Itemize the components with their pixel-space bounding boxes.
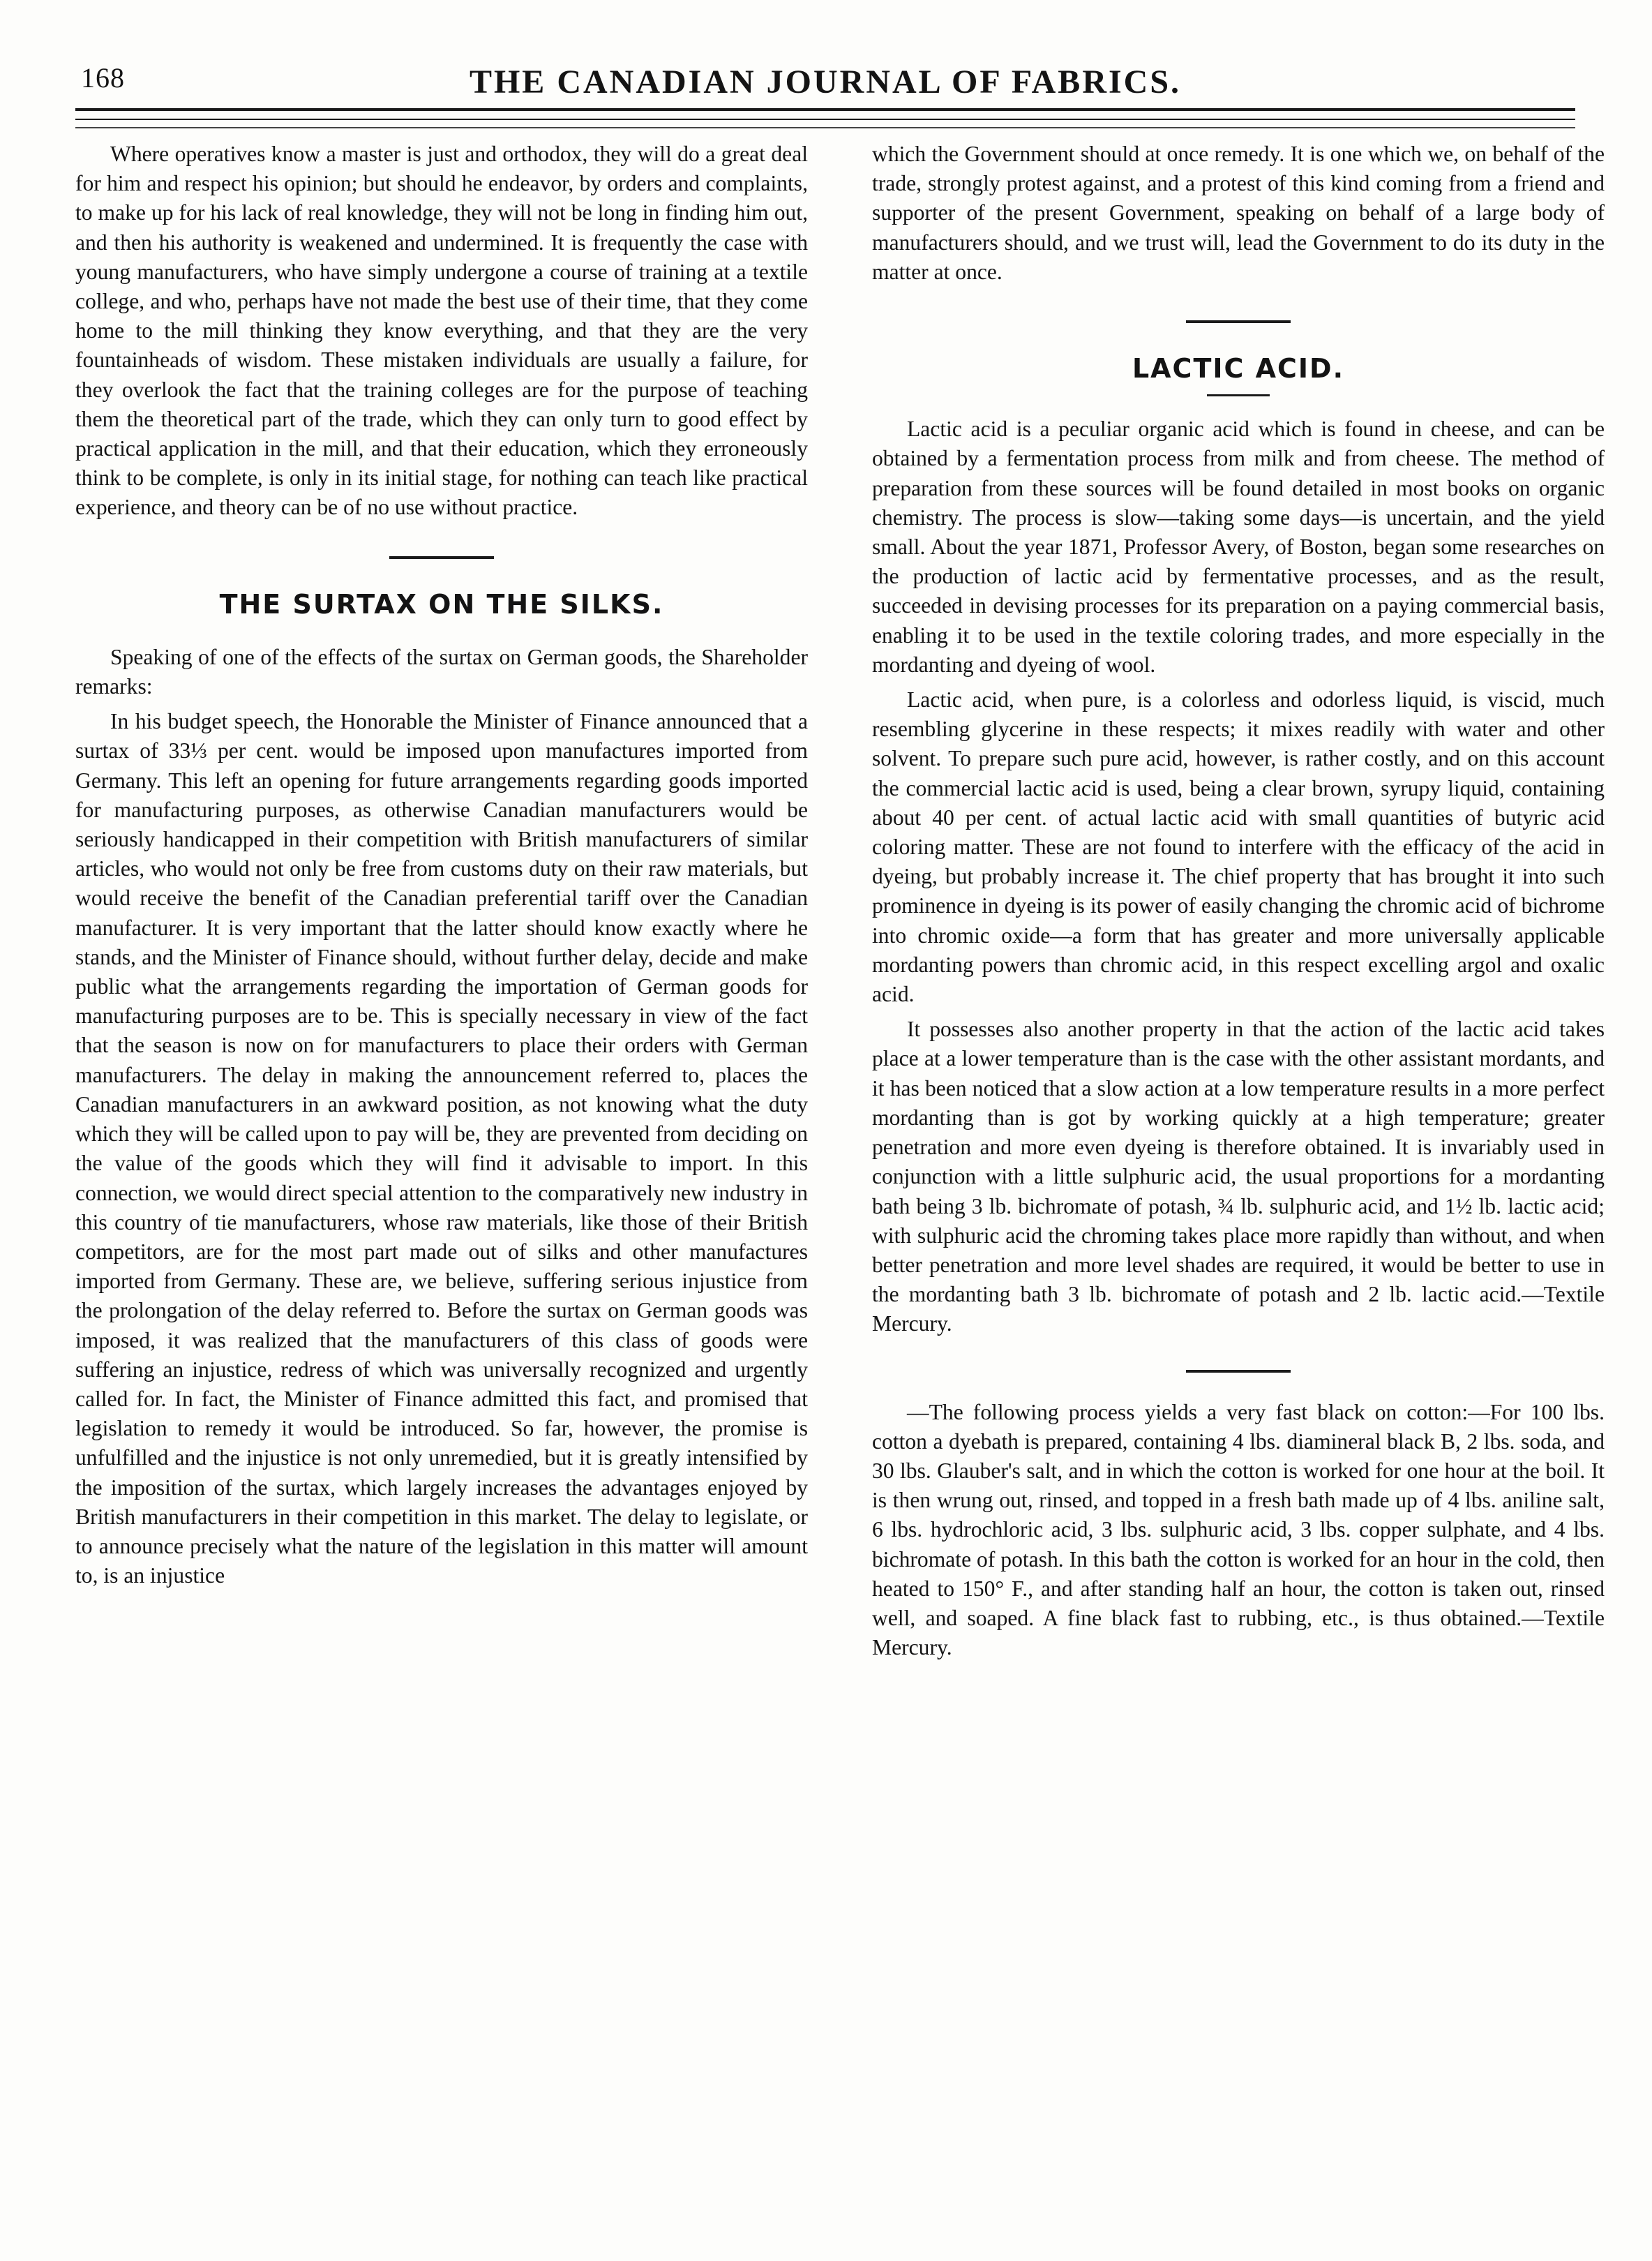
intro-paragraph: Where operatives know a master is just and orthodox, they will do a great deal for him and respect his opinion; but should he endeavor, by orders and complaints, to make up for his lack of real knowledge, they will not be long in finding him out, and then his authority is weakened and undermined. It is frequently the case with young manufacturers, who have simply undergone a course of training at a textile college, and who, perhaps have not made the best use of their time, that they come home to the mill thinking they know everything, and that they are the very fountainheads of wisdom. These mistaken individuals are usually a failure, for they overlook the fact that the training colleges are for the purpose of teaching them the theoretical part of the trade, which they can only turn to good effect by practical application in the mill, and that their education, which they erroneously think to be complete, is only in its initial stage, for nothing can teach like practical experience, and theory can be of no use without practice. bbox=[75, 142, 808, 520]
journal-title: THE CANADIAN JOURNAL OF FABRICS. bbox=[469, 64, 1182, 100]
header-rule-thin bbox=[75, 119, 1575, 120]
lactic-paragraph-1: Lactic acid is a peculiar organic acid which is found in cheese, and can be obtained by a fermentation process from milk and from cheese. The method of preparation from these sources will be found detailed in most books on organic chemistry. The process is slow—taking some days—is uncertain, and the yield small. About the year 1871, Professor Avery, of Boston, began some researches on the production of lactic acid by fermentative processes, and as the result, succeeded in devising processes for its preparation on a paying commercial basis, enabling it to be used in the textile coloring trades, and more especially in the mordanting and dyeing of wool. bbox=[872, 417, 1605, 677]
lactic-paragraph-2: Lactic acid, when pure, is a colorless and odorless liquid, is viscid, much resembling glycerine in these respects; it mixes readily with water and other solvent. To prepare such pure acid, however, is rather costly, and on this account the commercial lactic acid is used, being a clear brown, syrupy liquid, containing about 40 per cent. of actual lactic acid with small quantities of butyric acid coloring matter. These are not found to interfere with the efficacy of the acid in dyeing, but probably increase it. The chief property that has brought it into such prominence in dyeing is its power of easily changing the chromic acid of bichrome into chromic oxide—a form that has greater and more universally applicable mordanting powers than chromic acid, in this respect excelling argol and oxalic acid. bbox=[872, 687, 1605, 1007]
surtax-continued: which the Government should at once remedy. It is one which we, on behalf of the trade, strongly protest against, and a protest of this kind coming from a friend and supporter of the present Government, speaking on behalf of a large body of manufacturers should, and we trust will, lead the Government to do its duty in the matter at once. bbox=[872, 142, 1605, 284]
lactic-paragraph-3: It possesses also another property in that the action of the lactic acid takes place at a lower temperature than is the case with the other assistant mordants, and it has been noticed that a slow action at a low temperature results in a more perfect mordanting than is got by working quickly at a high temperature; greater penetration and more even dyeing is therefore obtained. It is invariably used in conjunction with a little sulphuric acid, the usual proportions for a mordanting bath being 3 lb. bichromate of potash, ¾ lb. sulphuric acid, and 1½ lb. lactic acid; with sulphuric acid the chroming takes place more rapidly than without, and when better penetration and more level shades are required, it would be better to use in the mordanting bath 3 lb. bichromate of potash and 2 lb. lactic acid.—Textile Mercury. bbox=[872, 1017, 1605, 1336]
left-column bbox=[75, 140, 808, 1596]
page-number: 168 bbox=[81, 62, 125, 94]
header-rule bbox=[75, 108, 1575, 111]
header-rule-thin-second bbox=[75, 127, 1575, 128]
surtax-intro: Speaking of one of the effects of the surtax on German goods, the Shareholder remarks: bbox=[75, 644, 808, 699]
surtax-body: In his budget speech, the Honorable the Minister of Finance announced that a surtax of 33⅓ per cent. would be imposed upon manufactures imported from Germany. This left an opening for future arrangements regarding goods imported for manufacturing purposes, as otherwise Canadian manufacturers would be seriously handicapped in their competition with British manufacturers of similar articles, who would not only be free from customs duty on their raw materials, but would receive the benefit of the Canadian preferential tariff over the Canadian manufacturer. It is very important that the latter should know exactly where he stands, and the Minister of Finance should, without further delay, decide and make public what the arrangements regarding the importation of German goods for manufacturing purposes are to be. This is specially necessary in view of the fact that the season is now on for manufacturers to place their orders with German manufacturers. The delay in making the announcement referred to, places the Canadian manufacturers in an awkward position, as not knowing what the duty which they will be called upon to pay will be, they are prevented from deciding on the value of the goods which they will find it advisable to import. In this connection, we would direct special attention to the comparatively new industry in this country of tie manufacturers, whose raw materials, like those of their British competitors, are for the most part made out of silks and other manufactures imported from Germany. These are, we believe, suffering serious injustice from the prolongation of the delay referred to. Before the surtax on German goods was imposed, it was realized that the manufacturers of this class of goods were suffering an injustice, redress of which was universally recognized and urgently called for. In fact, the Minister of Finance admitted this fact, and promised that legislation to remedy it would be introduced. So far, however, the promise is unfulfilled and the injustice is not only unremedied, but it is greatly intensified by the imposition of the surtax, which largely increases the advantages enjoyed by British manufacturers in their competition in this market. The delay to legislate, or to announce precisely what the nature of the legislation in this matter will amount to, is an injustice bbox=[75, 709, 808, 1588]
lactic-acid-heading: LACTIC ACID. bbox=[1132, 353, 1345, 385]
right-column bbox=[872, 140, 1605, 1668]
surtax-heading: THE SURTAX ON THE SILKS. bbox=[219, 588, 664, 620]
page-header bbox=[75, 42, 1575, 105]
black-dye-paragraph: —The following process yields a very fast black on cotton:—For 100 lbs. cotton a dyebath is prepared, containing 4 lbs. diamineral black B, 2 lbs. soda, and 30 lbs. Glauber's salt, and in which the cotton is worked for one hour at the boil. It is then wrung out, rinsed, and topped in a fresh bath made up of 4 lbs. aniline salt, 6 lbs. hydrochloric acid, 3 lbs. sulphuric acid, 3 lbs. copper sulphate, and 4 lbs. bichromate of potash. In this bath the cotton is worked for an hour in the cold, then heated to 150° F., and after standing half an hour, the cotton is taken out, rinsed well, and soaped. A fine black fast to rubbing, etc., is thus obtained.—Textile Mercury. bbox=[872, 1399, 1605, 1660]
